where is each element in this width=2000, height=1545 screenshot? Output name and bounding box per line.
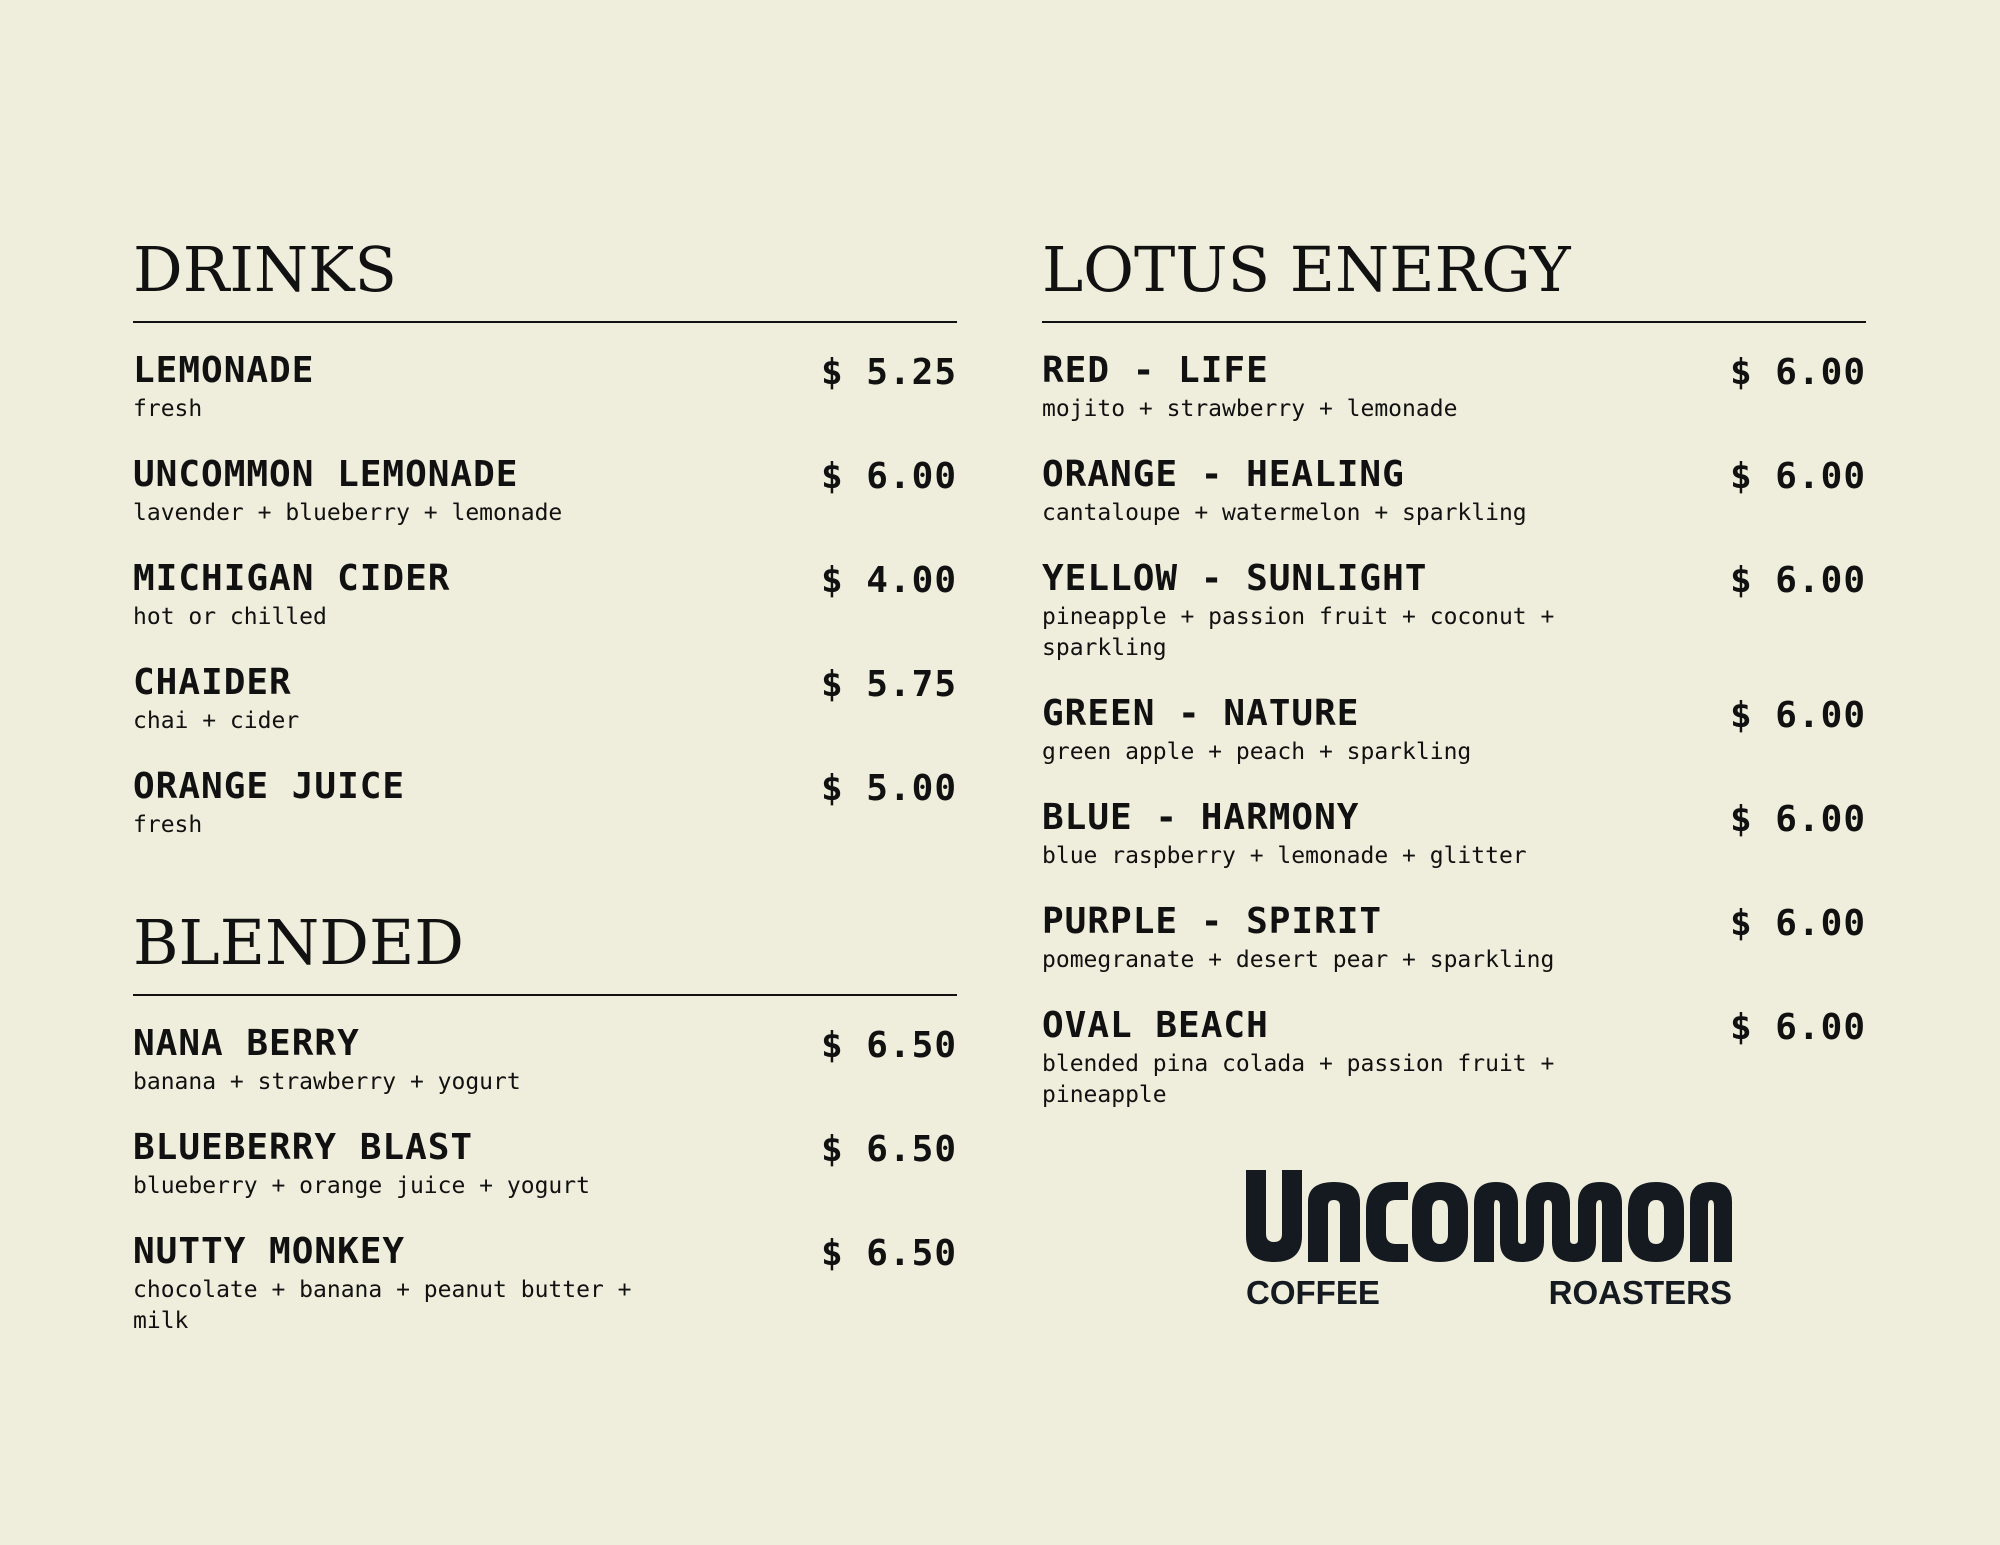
- section-title-lotus-energy: LOTUS ENERGY: [1042, 233, 1571, 306]
- item-name: BLUE - HARMONY: [1042, 797, 1360, 838]
- menu-item: [133, 1232, 957, 1337]
- item-description: blended pina colada + passion fruit + pineapple: [1042, 1051, 1555, 1108]
- item-description: blueberry + orange juice + yogurt: [133, 1173, 590, 1199]
- item-description: banana + strawberry + yogurt: [133, 1069, 521, 1095]
- item-name: GREEN - NATURE: [1042, 693, 1360, 734]
- item-name: YELLOW - SUNLIGHT: [1042, 558, 1428, 599]
- item-name: OVAL BEACH: [1042, 1005, 1269, 1046]
- item-description: green apple + peach + sparkling: [1042, 739, 1472, 765]
- item-price: $ 5.75: [820, 664, 957, 705]
- item-name: CHAIDER: [133, 662, 292, 703]
- item-price: $ 6.00: [1729, 903, 1866, 944]
- item-description: chai + cider: [133, 708, 300, 734]
- menu-item: [1042, 902, 1866, 976]
- item-price: $ 6.00: [1729, 560, 1866, 601]
- logo-right-tag: ROASTERS: [1548, 1274, 1732, 1311]
- item-price: $ 6.00: [1729, 352, 1866, 393]
- section-divider: [1042, 321, 1866, 323]
- lotus-energy-section: [1042, 234, 1866, 1111]
- section-title-drinks: DRINKS: [133, 233, 397, 306]
- logo-left-tag: COFFEE: [1246, 1274, 1380, 1311]
- section-title-blended: BLENDED: [133, 906, 464, 979]
- menu-item: [1042, 694, 1866, 768]
- item-description: pomegranate + desert pear + sparkling: [1042, 947, 1555, 973]
- item-price: $ 6.50: [820, 1233, 957, 1274]
- item-name: PURPLE - SPIRIT: [1042, 901, 1383, 942]
- uncommon-logo-icon: [1244, 1162, 1734, 1312]
- item-price: $ 6.00: [1729, 1007, 1866, 1048]
- menu-item: [133, 1024, 957, 1098]
- menu-item: [133, 559, 957, 633]
- menu-item: [133, 1128, 957, 1202]
- menu-item: [1042, 798, 1866, 872]
- item-description: cantaloupe + watermelon + sparkling: [1042, 500, 1527, 526]
- left-column: [133, 234, 957, 1367]
- section-divider: [133, 994, 957, 996]
- item-name: UNCOMMON LEMONADE: [133, 454, 519, 495]
- item-description: mojito + strawberry + lemonade: [1042, 396, 1458, 422]
- menu-item: [133, 767, 957, 841]
- item-name: MICHIGAN CIDER: [133, 558, 451, 599]
- menu-item: [1042, 455, 1866, 529]
- item-price: $ 6.00: [1729, 456, 1866, 497]
- brand-logo: [1244, 1162, 1734, 1312]
- item-name: ORANGE JUICE: [133, 766, 406, 807]
- item-price: $ 4.00: [820, 560, 957, 601]
- item-description: fresh: [133, 396, 203, 422]
- item-price: $ 6.50: [820, 1129, 957, 1170]
- menu-item: [1042, 1006, 1866, 1111]
- drinks-section: [133, 234, 957, 841]
- item-price: $ 5.00: [820, 768, 957, 809]
- item-description: lavender + blueberry + lemonade: [133, 500, 563, 526]
- item-name: NUTTY MONKEY: [133, 1231, 406, 1272]
- menu-item: [133, 455, 957, 529]
- item-name: LEMONADE: [133, 350, 315, 391]
- menu-item: [1042, 351, 1866, 425]
- item-description: blue raspberry + lemonade + glitter: [1042, 843, 1527, 869]
- item-price: $ 5.25: [820, 352, 957, 393]
- section-divider: [133, 321, 957, 323]
- item-price: $ 6.00: [820, 456, 957, 497]
- item-description: fresh: [133, 812, 203, 838]
- item-name: BLUEBERRY BLAST: [133, 1127, 474, 1168]
- item-description: chocolate + banana + peanut butter + milk: [133, 1277, 632, 1334]
- item-name: ORANGE - HEALING: [1042, 454, 1405, 495]
- menu-item: [1042, 559, 1866, 664]
- item-price: $ 6.00: [1729, 695, 1866, 736]
- item-price: $ 6.00: [1729, 799, 1866, 840]
- item-name: RED - LIFE: [1042, 350, 1269, 391]
- item-description: hot or chilled: [133, 604, 327, 630]
- item-description: pineapple + passion fruit + coconut + sparkling: [1042, 604, 1555, 661]
- blended-section: [133, 907, 957, 1337]
- item-name: NANA BERRY: [133, 1023, 360, 1064]
- item-price: $ 6.50: [820, 1025, 957, 1066]
- menu-item: [133, 351, 957, 425]
- right-column: [1042, 234, 1866, 1141]
- menu-item: [133, 663, 957, 737]
